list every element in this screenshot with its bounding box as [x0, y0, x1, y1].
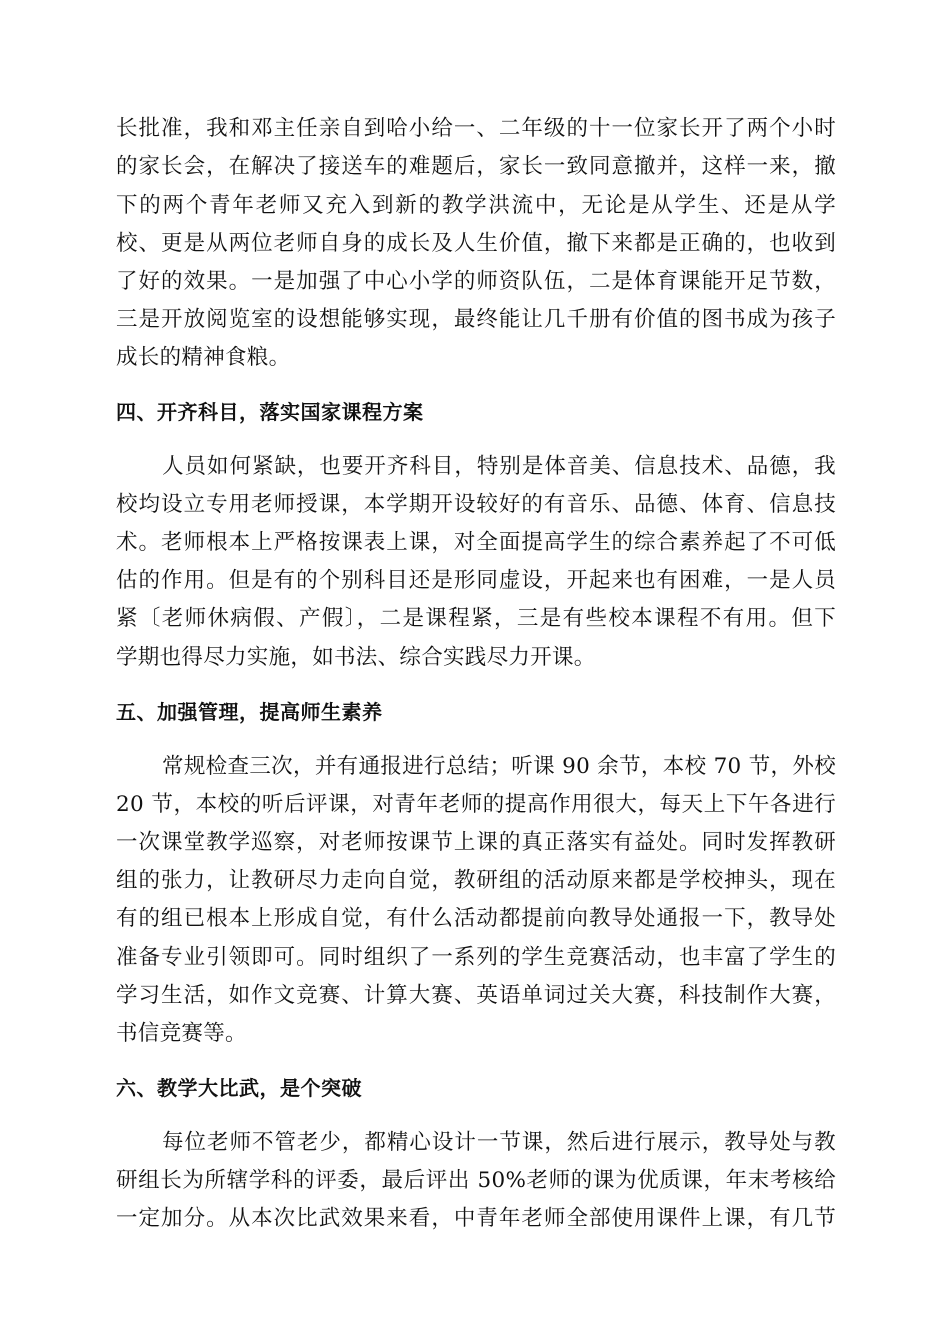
section-heading: 五、加强管理，提高师生素养 [116, 700, 383, 724]
paragraph-line: 成长的精神食粮。 [116, 345, 291, 370]
paragraph-line: 校、更是从两位老师自身的成长及人生价值，撤下来都是正确的，也收到 [116, 231, 836, 256]
paragraph-line: 术。老师根本上严格按课表上课，对全面提高学生的综合素养起了不可低 [116, 530, 836, 555]
paragraph-line: 组的张力，让教研尽力走向自觉，教研组的活动原来都是学校抻头，现在 [116, 868, 836, 893]
paragraph-line: 学习生活，如作文竞赛、计算大赛、英语单词过关大赛，科技制作大赛， [116, 983, 836, 1008]
paragraph-line: 下的两个青年老师又充入到新的教学洪流中，无论是从学生、还是从学 [116, 193, 836, 218]
paragraph-line: 估的作用。但是有的个别科目还是形同虚设，开起来也有困难，一是人员 [116, 568, 836, 593]
paragraph-line: 研组长为所辖学科的评委，最后评出 50%老师的课为优质课，年末考核给 [116, 1168, 836, 1193]
paragraph-line: 每位老师不管老少，都精心设计一节课，然后进行展示，教导处与教 [162, 1130, 836, 1155]
paragraph-line: 一次课堂教学巡察，对老师按课节上课的真正落实有益处。同时发挥教研 [116, 830, 836, 855]
paragraph-line: 三是开放阅览室的设想能够实现，最终能让几千册有价值的图书成为孩子 [116, 307, 836, 332]
paragraph-line: 书信竞赛等。 [116, 1021, 247, 1046]
paragraph-line: 长批准，我和邓主任亲自到哈小给一、二年级的十一位家长开了两个小时 [116, 116, 836, 141]
paragraph-line: 一定加分。从本次比武效果来看，中青年老师全部使用课件上课，有几节 [116, 1206, 836, 1231]
paragraph-line: 校均设立专用老师授课，本学期开设较好的有音乐、品德、体育、信息技 [116, 492, 836, 517]
section-heading: 六、教学大比武，是个突破 [116, 1076, 362, 1100]
paragraph-line: 人员如何紧缺，也要开齐科目，特别是体音美、信息技术、品德，我 [162, 454, 836, 479]
paragraph-line: 学期也得尽力实施，如书法、综合实践尽力开课。 [116, 645, 596, 670]
paragraph-line: 常规检查三次，并有通报进行总结；听课 90 余节，本校 70 节，外校 [162, 754, 836, 779]
paragraph-line: 了好的效果。一是加强了中心小学的师资队伍，二是体育课能开足节数， [116, 269, 836, 294]
paragraph-line: 20 节，本校的听后评课，对青年老师的提高作用很大，每天上下午各进行 [116, 792, 836, 817]
paragraph-line: 有的组已根本上形成自觉，有什么活动都提前向教导处通报一下，教导处 [116, 906, 836, 931]
section-heading: 四、开齐科目，落实国家课程方案 [116, 400, 424, 424]
paragraph-line: 的家长会，在解决了接送车的难题后，家长一致同意撤并，这样一来，撤 [116, 154, 836, 179]
paragraph-line: 紧〔老师休病假、产假〕，二是课程紧，三是有些校本课程不有用。但下 [116, 606, 836, 631]
paragraph-line: 准备专业引领即可。同时组织了一系列的学生竞赛活动，也丰富了学生的 [116, 945, 836, 970]
